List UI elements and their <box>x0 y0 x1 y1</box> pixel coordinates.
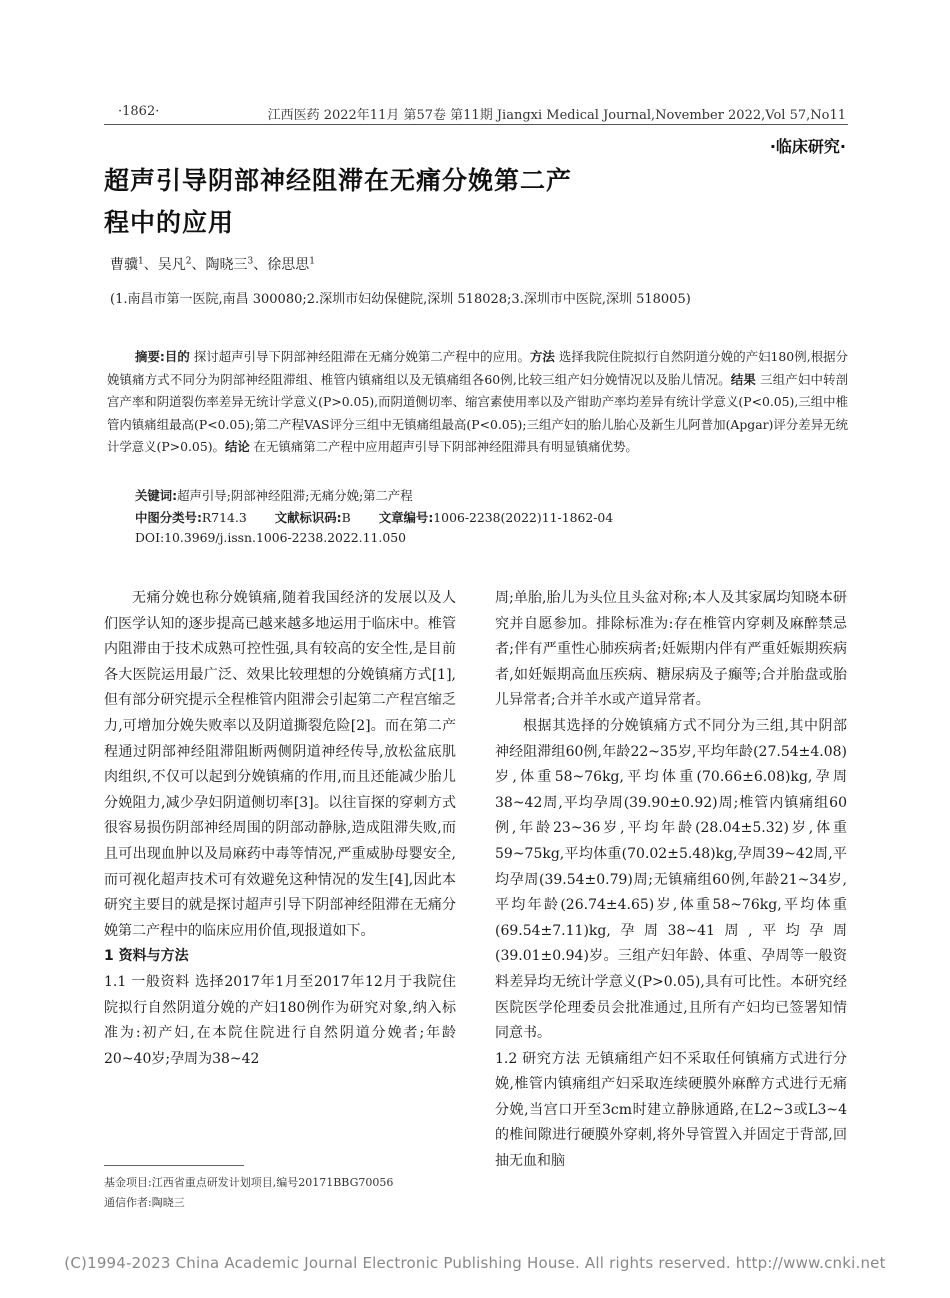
conclusion-label: 结论 <box>224 439 250 454</box>
keywords-value: 超声引导;阴部神经阻滞;无痛分娩;第二产程 <box>177 488 413 503</box>
affiliations: (1.南昌市第一医院,南昌 300080;2.深圳市妇幼保健院,深圳 518028;3.深圳市中医院,深圳 518005) <box>110 292 691 307</box>
author-affil-mark: 1 <box>138 256 144 267</box>
clc-label: 中图分类号: <box>135 510 202 525</box>
subsection-label: 1.2 研究方法 <box>495 1050 581 1067</box>
fund-footnote: 基金项目:江西省重点研发计划项目,编号20171BBG70056 <box>104 1176 394 1189</box>
criteria-paragraph: 周;单胎,胎儿为头位且头盆对称;本人及其家属均知晓本研究并自愿参加。排除标准为:存在椎管内穿刺及麻醉禁忌者;伴有严重性心肺疾病者;妊娠期内伴有严重妊娠期疾病者,如妊娠期高血压疾病、糖尿病及子癫等;合并胎盘或胎儿异常者;合并羊水或产道异常者。 <box>495 590 847 709</box>
doi: DOI:10.3969/j.issn.1006-2238.2022.11.050 <box>135 530 406 545</box>
article-no-label: 文章编号: <box>378 510 434 525</box>
title-line-1: 超声引导阴部神经阻滞在无痛分娩第二产 <box>104 166 573 195</box>
subsection-1-2 <box>495 1047 847 1175</box>
groups-paragraph: 根据其选择的分娩镇痛方式不同分为三组,其中阴部神经阻滞组60例,年龄22~35岁,平均年龄(27.54±4.08)岁,体重58~76kg,平均体重(70.66±6.08)kg,孕周38~42周,平均孕周(39.90±0.92)周;椎管内镇痛组60例,年龄23~36岁,平均年龄(28.04±5.32)岁,体重59~75kg,平均体重(70.02±5.48)kg,孕周39~42周,平均孕周(39.54±0.79)周;无镇痛组60例,年龄21~34岁,平均年龄(26.74±4.65)岁,体重58~76kg,平均体重(69.54±7.11)kg,孕周38~41周,平均孕周(39.01±0.94)岁。三组产妇年龄、体重、孕周等一般资料差异均无统计学意义(P>0.05),具有可比性。本研究经医院医学伦理委员会批准通过,且所有产妇均已签署知情同意书。 <box>495 717 847 1042</box>
subsection-1-1 <box>104 970 456 1072</box>
keywords-label: 关键词: <box>135 488 178 503</box>
classification-line <box>135 508 613 526</box>
objective-label: 目的 <box>164 349 190 364</box>
right-column <box>495 586 847 1175</box>
author: 曹骥 <box>110 257 138 273</box>
author-affil-mark: 3 <box>247 256 254 267</box>
author: 、徐思思 <box>253 257 310 273</box>
doc-code-value: B <box>341 510 351 525</box>
abstract <box>107 346 848 459</box>
title-line-2: 程中的应用 <box>104 208 235 237</box>
journal-citation: 江西医药 2022年11月 第57卷 第11期 Jiangxi Medical Journal,November 2022,Vol 57,No11 <box>267 108 846 123</box>
subsection-label: 1.1 一般资料 <box>104 973 190 990</box>
copyright-watermark: (C)1994-2023 China Academic Journal Electronic Publishing House. All rights reserved. http://www.cnki.net <box>64 1254 886 1272</box>
section-heading: 1 资料与方法 <box>104 948 189 965</box>
corresponding-footnote: 通信作者:陶晓三 <box>104 1196 185 1209</box>
page-number: ·1862· <box>118 104 160 119</box>
article-no-value: 1006-2238(2022)11-1862-04 <box>433 510 614 525</box>
section-tag: ·临床研究· <box>769 137 846 156</box>
keywords <box>135 486 413 504</box>
subsection-text: 无镇痛组产妇不采取任何镇痛方式进行分娩,椎管内镇痛组产妇采取连续硬膜外麻醉方式进行无痛分娩,当宫口开至3cm时建立静脉通路,在L2~3或L3~4的椎间隙进行硬膜外穿刺,将外导管置入并固定于背部,回抽无血和脑 <box>495 1050 848 1170</box>
author-list <box>110 254 315 274</box>
method-label: 方法 <box>529 349 555 364</box>
intro-paragraph: 无痛分娩也称分娩镇痛,随着我国经济的发展以及人们医学认知的逐步提高已越来越多地运用于临床中。椎管内阻滞由于技术成熟可控性强,具有较高的安全性,是目前各大医院运用最广泛、效果比较理想的分娩镇痛方式[1],但有部分研究提示全程椎管内阻滞会引起第二产程宫缩乏力,可增加分娩失败率以及阴道撕裂危险[2]。而在第二产程通过阴部神经阻滞阻断两侧阴道神经传导,放松盆底肌肉组织,不仅可以起到分娩镇痛的作用,而且还能减少胎儿分娩阻力,减少孕妇阴道侧切率[3]。以往盲探的穿刺方式很容易损伤阴部神经周围的阴部动静脉,造成阻滞失败,而且可出现血肿以及局麻药中毒等情况,严重威胁母婴安全,而可视化超声技术可有效避免这种情况的发生[4],因此本研究主要目的就是探讨超声引导下阴部神经阻滞在无痛分娩第二产程中的临床应用价值,现报道如下。 <box>104 590 456 939</box>
abstract-label: 摘要: <box>135 349 165 364</box>
running-header <box>118 104 846 126</box>
method-text: 选择我院住院拟行自然阴道分娩的产妇180例,根据分娩镇痛方式不同分为阴部神经阻滞组、椎管内镇痛组以及无镇痛组各60例,比较三组产妇分娩情况以及胎儿情况。 <box>107 349 848 387</box>
doc-code-label: 文献标识码: <box>274 510 342 525</box>
author: 、陶晓三 <box>191 257 248 273</box>
conclusion-text: 在无镇痛第二产程中应用超声引导下阴部神经阻滞具有明显镇痛优势。 <box>249 439 638 454</box>
result-text: 三组产妇中转剖宫产率和阴道裂伤率差异无统计学意义(P>0.05),而阴道侧切率、缩宫素使用率以及产钳助产率均差异有统计学意义(P<0.05),三组中椎管内镇痛组最高(P<0.05);第二产程VAS评分三组中无镇痛组最高(P<0.05);三组产妇的胎儿胎心及新生儿阿普加(Apgar)评分差异无统计学意义(P>0.05)。 <box>107 371 848 454</box>
author-affil-mark: 1 <box>309 256 315 267</box>
article-title <box>104 160 664 244</box>
author-affil-mark: 2 <box>185 256 192 267</box>
result-label: 结果 <box>730 371 756 387</box>
author: 、吴凡 <box>143 257 186 273</box>
header-rule <box>104 124 848 125</box>
footnote-rule <box>104 1165 244 1166</box>
subsection-text: 选择2017年1月至2017年12月于我院住院拟行自然阴道分娩的产妇180例作为研究对象,纳入标准为:初产妇,在本院住院进行自然阴道分娩者;年龄20~40岁;孕周为38~42 <box>104 973 456 1067</box>
clc-value: R714.3 <box>201 510 247 525</box>
objective-text: 探讨超声引导下阴部神经阻滞在无痛分娩第二产程中的应用。 <box>189 349 530 364</box>
left-column <box>104 586 456 1072</box>
